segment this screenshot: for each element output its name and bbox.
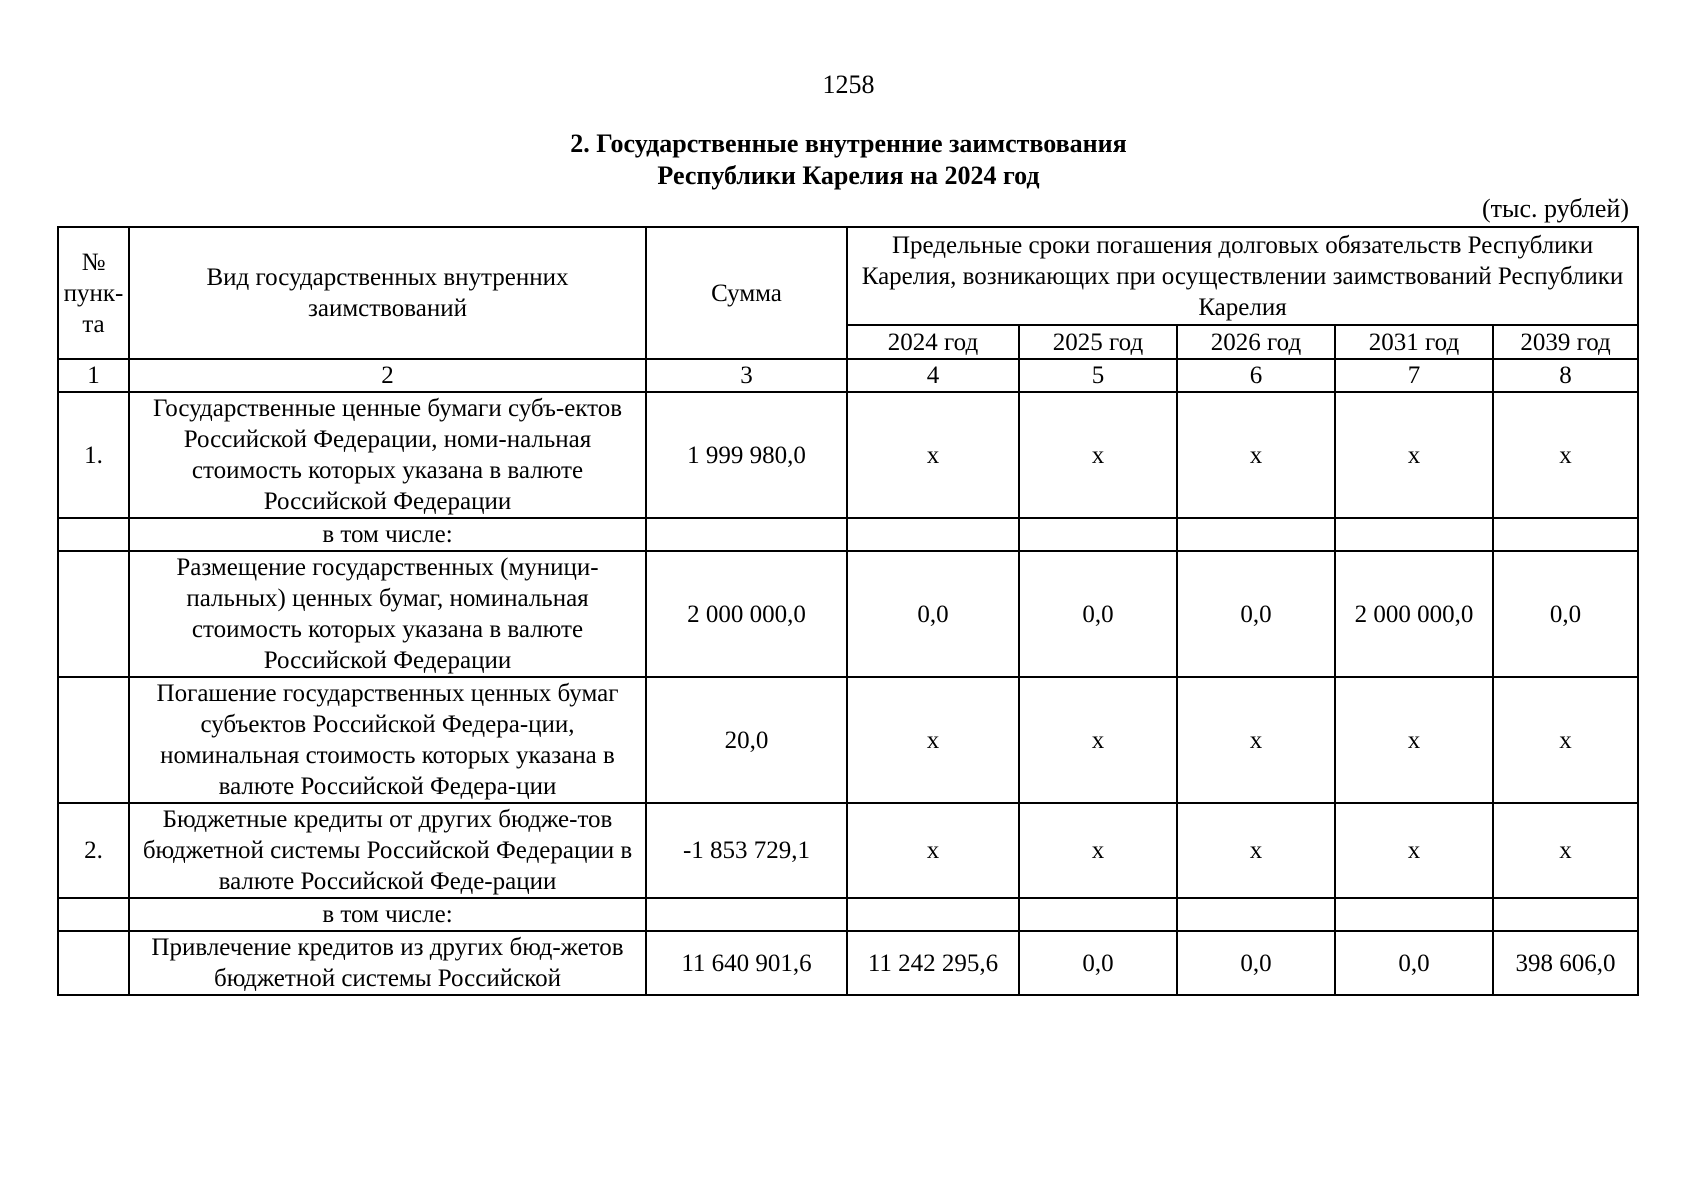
row-year-value: х bbox=[1335, 803, 1493, 898]
row-description: в том числе: bbox=[129, 898, 646, 931]
column-number: 8 bbox=[1493, 359, 1638, 392]
table-row bbox=[58, 392, 1638, 518]
row-description: Размещение государственных (муници-пальных) ценных бумаг, номинальная стоимость которых указана в валюте Российской Федерации bbox=[129, 551, 646, 677]
row-number bbox=[58, 898, 129, 931]
header-num: № пунк-та bbox=[58, 227, 129, 359]
column-numbers-row bbox=[58, 359, 1638, 392]
row-number bbox=[58, 518, 129, 551]
row-year-value: 0,0 bbox=[1177, 931, 1335, 995]
row-year-value: 0,0 bbox=[1493, 551, 1638, 677]
row-year-value: х bbox=[1019, 803, 1177, 898]
row-description: Бюджетные кредиты от других бюдже-тов бюджетной системы Российской Федерации в валюте Российской Феде-рации bbox=[129, 803, 646, 898]
row-year-value: х bbox=[847, 677, 1019, 803]
row-description: Погашение государственных ценных бумаг субъектов Российской Федера-ции, номинальная стоимость которых указана в валюте Российской Федера-ции bbox=[129, 677, 646, 803]
row-number bbox=[58, 551, 129, 677]
row-description: Государственные ценные бумаги субъ-ектов Российской Федерации, номи-нальная стоимость которых указана в валюте Российской Федерации bbox=[129, 392, 646, 518]
row-number bbox=[58, 677, 129, 803]
header-terms: Предельные сроки погашения долговых обязательств Республики Карелия, возникающих при осуществлении заимствований Республики Карелия bbox=[847, 227, 1638, 325]
row-sum: 1 999 980,0 bbox=[646, 392, 847, 518]
row-year-value: 0,0 bbox=[1177, 551, 1335, 677]
header-year: 2025 год bbox=[1019, 325, 1177, 359]
header-kind: Вид государственных внутренних заимствований bbox=[129, 227, 646, 359]
header-year: 2024 год bbox=[847, 325, 1019, 359]
page-number: 1258 bbox=[822, 70, 875, 99]
header-year: 2031 год bbox=[1335, 325, 1493, 359]
column-number: 6 bbox=[1177, 359, 1335, 392]
header-row bbox=[58, 227, 1638, 325]
header-year: 2026 год bbox=[1177, 325, 1335, 359]
row-year-value bbox=[1493, 898, 1638, 931]
row-year-value: 11 242 295,6 bbox=[847, 931, 1019, 995]
row-year-value bbox=[1493, 518, 1638, 551]
row-number: 1. bbox=[58, 392, 129, 518]
row-sum bbox=[646, 518, 847, 551]
row-year-value bbox=[1335, 518, 1493, 551]
row-year-value: х bbox=[1177, 803, 1335, 898]
borrowings-table bbox=[57, 226, 1639, 996]
column-number: 1 bbox=[58, 359, 129, 392]
row-sum: 2 000 000,0 bbox=[646, 551, 847, 677]
row-year-value: 2 000 000,0 bbox=[1335, 551, 1493, 677]
row-sum bbox=[646, 898, 847, 931]
column-number: 5 bbox=[1019, 359, 1177, 392]
header-sum: Сумма bbox=[646, 227, 847, 359]
row-year-value bbox=[1335, 898, 1493, 931]
column-number: 7 bbox=[1335, 359, 1493, 392]
row-year-value bbox=[1177, 518, 1335, 551]
row-sum: -1 853 729,1 bbox=[646, 803, 847, 898]
row-year-value: 0,0 bbox=[1335, 931, 1493, 995]
units-label: (тыс. рублей) bbox=[1481, 194, 1629, 223]
row-year-value: 0,0 bbox=[847, 551, 1019, 677]
table-row bbox=[58, 677, 1638, 803]
row-year-value: х bbox=[1493, 803, 1638, 898]
header-year: 2039 год bbox=[1493, 325, 1638, 359]
row-year-value: 0,0 bbox=[1019, 931, 1177, 995]
table-row bbox=[58, 551, 1638, 677]
row-year-value bbox=[1019, 518, 1177, 551]
row-year-value: х bbox=[1335, 677, 1493, 803]
table-row bbox=[58, 931, 1638, 995]
row-year-value: х bbox=[1019, 392, 1177, 518]
column-number: 4 bbox=[847, 359, 1019, 392]
row-year-value: х bbox=[1493, 677, 1638, 803]
table-row bbox=[58, 898, 1638, 931]
row-year-value: х bbox=[1493, 392, 1638, 518]
row-description: в том числе: bbox=[129, 518, 646, 551]
table-row bbox=[58, 803, 1638, 898]
row-year-value bbox=[847, 898, 1019, 931]
row-year-value: х bbox=[847, 392, 1019, 518]
column-number: 3 bbox=[646, 359, 847, 392]
document-title bbox=[0, 128, 1697, 192]
row-sum: 20,0 bbox=[646, 677, 847, 803]
row-number: 2. bbox=[58, 803, 129, 898]
row-number bbox=[58, 931, 129, 995]
column-number: 2 bbox=[129, 359, 646, 392]
row-year-value: х bbox=[847, 803, 1019, 898]
title-line-1: 2. Государственные внутренние заимствования bbox=[570, 129, 1127, 158]
row-description: Привлечение кредитов из других бюд-жетов бюджетной системы Российской bbox=[129, 931, 646, 995]
row-year-value bbox=[1177, 898, 1335, 931]
row-year-value: 0,0 bbox=[1019, 551, 1177, 677]
row-year-value: х bbox=[1177, 677, 1335, 803]
row-year-value bbox=[1019, 898, 1177, 931]
row-year-value: х bbox=[1019, 677, 1177, 803]
row-year-value: 398 606,0 bbox=[1493, 931, 1638, 995]
row-year-value: х bbox=[1335, 392, 1493, 518]
row-sum: 11 640 901,6 bbox=[646, 931, 847, 995]
title-line-2: Республики Карелия на 2024 год bbox=[657, 161, 1040, 190]
table-row bbox=[58, 518, 1638, 551]
row-year-value: х bbox=[1177, 392, 1335, 518]
row-year-value bbox=[847, 518, 1019, 551]
